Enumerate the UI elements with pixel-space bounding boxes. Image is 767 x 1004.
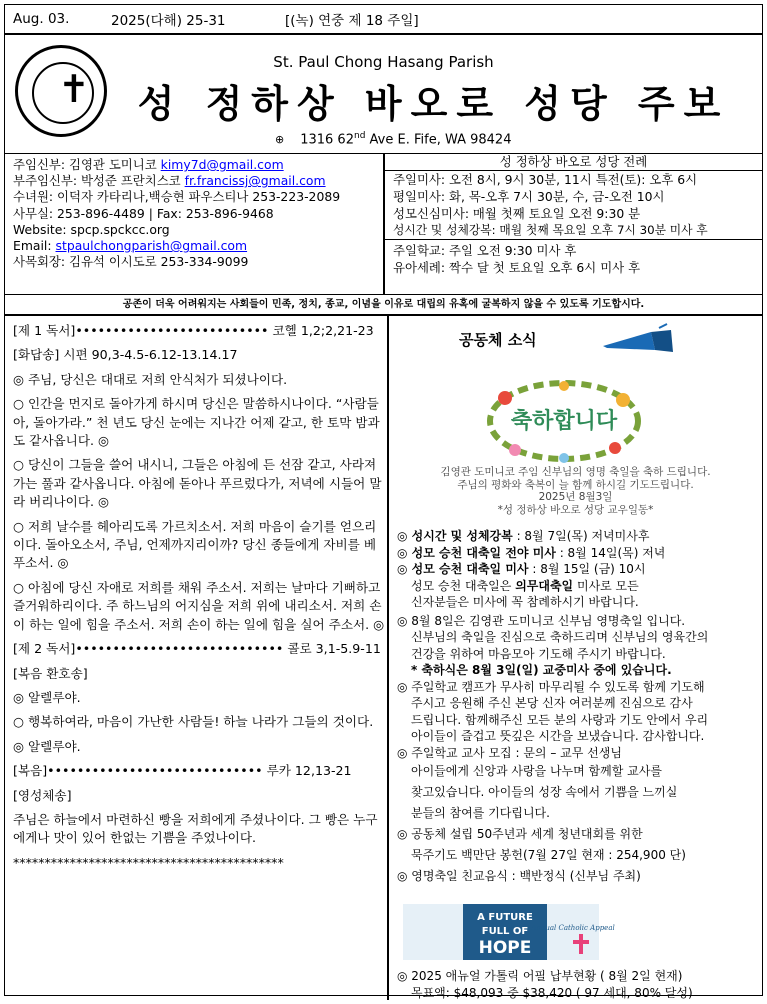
parish-address: ⊕ 1316 62nd Ave E. Fife, WA 98424	[275, 131, 512, 148]
psalm-verse: ○ 인간을 먼지로 돌아가게 하시며 당신은 말씀하시나이다. “사람들아, 돌아가라.” 천 년도 당신 눈에는 지나간 어제 같고, 한 토막 밤과도 같사옵니다. ◎	[13, 396, 380, 449]
news-item-meal: ◎ 영명축일 친교음식 : 백반정식 (신부님 주최)	[397, 869, 641, 883]
parish-seal-icon: ✝	[15, 45, 107, 137]
marian-mass: 성모신심미사: 매월 첫째 토요일 오전 9:30 분	[393, 206, 641, 221]
liturgical-year: 2025(다해) 25-31	[111, 13, 226, 29]
svg-text:축하합니다: 축하합니다	[510, 409, 618, 434]
psalm: [화답송] 시편 90,3-4.5-6.12-13.14.17	[13, 347, 238, 363]
svg-text:HOPE: HOPE	[478, 938, 532, 958]
weekday-mass: 평일미사: 화, 목-오후 7시 30분, 수, 금-오전 10시	[393, 189, 665, 204]
congratulations-wreath-image	[485, 378, 643, 464]
news-item-feast: ◎ 8월 8일은 김영관 도미니코 신부님 영명축일 입니다.	[397, 613, 686, 628]
issue-date: Aug. 03.	[13, 11, 70, 27]
svg-text:Annual Catholic Appeal: Annual Catholic Appeal	[531, 924, 615, 932]
seal-mark-icon: ⊕	[275, 133, 285, 147]
alleluia: ◎ 알렐루야.	[13, 738, 81, 754]
svg-text:FULL OF: FULL OF	[481, 926, 529, 937]
megaphone-icon	[597, 328, 677, 354]
news-item-adoration: ◎ 성시간 및 성체강복 : 8월 7일(목) 저녁미사후	[397, 529, 650, 543]
mass-readings	[5, 316, 389, 1000]
acclamation-verse: ○ 행복하여라, 마음이 가난한 사람들! 하늘 나라가 그들의 것이다.	[13, 714, 374, 730]
communion-antiphon: 주님은 하늘에서 마련하신 빵을 저희에게 주셨나이다. 그 빵은 누구에게나 맛이 있어 한없는 기쁨을 주었나이다.	[13, 811, 378, 846]
psalm-response: ◎ 주님, 당신은 대대로 저희 안식처가 되셨나이다.	[13, 371, 288, 387]
appeal-status: ◎ 2025 애뉴얼 가톨릭 어필 납부현황 ( 8월 2일 현재) 목표액: $48,093 중 $38,420 ( 97 세대, 80% 달성)	[397, 969, 693, 1000]
sunday-mass: 주일미사: 오전 8시, 9시 30분, 11시 특전(토): 오후 6시	[393, 172, 698, 187]
assoc-pastor-label: 부주임신부: 박성준 프란치스코	[13, 173, 181, 189]
staff-contacts	[5, 154, 385, 294]
parish-email-link[interactable]: stpaulchongparish@gmail.com	[55, 238, 248, 254]
assoc-email-link[interactable]: fr.francissj@gmail.com	[184, 173, 326, 189]
psalm-verse: ○ 아침에 당신 자애로 저희를 채워 주소서. 저희는 날마다 기뻐하고 즐거워하리이다. 주 하느님의 어지심을 저희 위에 내리소서. 저희 손이 하는 일에 힘을 주소서. 저희 손이 하는 일에 힘을 실어 주소서. ◎	[13, 579, 385, 632]
first-reading: [제 1 독서]•••••••••••••••••••••••••• 코헬 1,2;2,21-23	[13, 323, 374, 338]
office-contact: 사무실: 253-896-4489 | Fax: 253-896-9468	[13, 205, 274, 221]
liturgy-title: 성 정하상 바오로 성당 전례	[385, 154, 762, 171]
news-title: 공동체 소식	[459, 331, 537, 349]
contact-info	[5, 154, 762, 295]
gospel-reading: [복음]••••••••••••••••••••••••••••• 루카 12,13-21	[13, 763, 352, 779]
news-item-camp: ◎ 주일학교 캠프가 무사히 마무리될 수 있도록 함께 기도해	[397, 679, 705, 694]
catholic-appeal-banner	[403, 904, 615, 960]
adoration-schedule: 성시간 및 성체강복: 매월 첫째 목요일 오후 7시 30분 미사 후	[393, 223, 708, 237]
news-item-vigil: ◎ 성모 승천 대축일 전야 미사 : 8월 14일(목) 저녁	[397, 545, 666, 560]
alleluia: ◎ 알렐루야.	[13, 689, 81, 705]
pastor-email-link[interactable]: kimy7d@gmail.com	[160, 157, 284, 172]
website-link[interactable]: Website: spcp.spckcc.org	[13, 221, 170, 237]
communion-antiphon-label: [영성체송]	[13, 787, 72, 803]
council-contact: 사목회장: 김유석 이시도로 253-334-9099	[13, 254, 249, 270]
parish-name-kr: 성 정하상 바오로 성당 주보	[137, 82, 730, 126]
prayer-intention: 공존이 더욱 어려워지는 사회들이 민족, 정치, 종교, 이념을 이유로 대립의 유혹에 굴복하지 않을 수 있도록 기도합시다.	[5, 295, 762, 316]
community-news	[389, 316, 762, 1000]
news-item-rosary: ◎ 공동체 설립 50주년과 세계 청년대회를 위한	[397, 827, 643, 841]
parish-name-en: St. Paul Chong Hasang Parish	[273, 53, 494, 71]
congratulations-message: 김영관 도미니코 주임 신부님의 영명 축일을 축하 드립니다. 주님의 평화와 축복이 늘 함께 하시길 기도드립니다. 2025년 8월3일 *성 정하상 바오로 성당 교우일동*	[440, 466, 711, 516]
pastor-label: 주임신부: 김영관 도미니코	[13, 157, 157, 172]
psalm-verse: ○ 저희 날수를 헤아리도록 가르치소서. 저희 마음이 슬기를 얻으리이다. 돌아오소서, 주님, 언제까지리이까? 당신 종들에게 자비를 베푸소서. ◎	[13, 518, 377, 571]
news-item-assumption: ◎ 성모 승천 대축일 미사 : 8월 15일 (금) 10시	[397, 562, 646, 576]
infant-baptism: 유아세례: 짝수 달 첫 토요일 오후 6시 미사 후	[393, 260, 641, 275]
svg-text:A FUTURE: A FUTURE	[477, 912, 533, 923]
issue-bar	[5, 5, 762, 35]
masthead	[5, 35, 762, 154]
sunday-school: 주일학교: 주일 오전 9:30 미사 후	[393, 243, 577, 258]
divider-stars: *******************************************	[13, 854, 284, 870]
bulletin-page	[4, 4, 763, 1000]
gospel-acclamation: [복음 환호송]	[13, 665, 88, 681]
email-label: Email:	[13, 238, 52, 254]
liturgical-season: [(녹) 연중 제 18 주일]	[285, 13, 419, 29]
sisters-contact: 수녀원: 이덕자 카타리나,백승현 파우스티나 253-223-2089	[13, 189, 341, 205]
psalm-verse: ○ 당신이 그들을 쓸어 내시니, 그들은 아침에 든 선잠 같고, 사라져 가는 풀과 같사옵니다. 아침에 돋아나 푸르렀다가, 저녁에 시들어 말라 버리나이다. ◎	[13, 457, 382, 510]
news-list: ◎ 성시간 및 성체강복 : 8월 7일(목) 저녁미사후 ◎ 성모 승천 대축일 전야 미사 : 8월 14일(목) 저녁 ◎ 성모 승천 대축일 미사 : 8월 15일 (금) 10시 성모 승천 대축일은 의무대축일 미사로 모든 신자분들은 미사에 꼭 참례하시기 바랍니다. ◎ 8월 8일은 김영관 도미니코 신부님 영명축일 입니다. 신부님의 축일을 진심으로 축하드리며 신부님의 영육간의 건강을 위하여 마음모아 기도해 주시기 바랍니다. * 축하식은 8월 3일(일) 교중미사 중에 있습니다. ◎ 주일학교 캠프가 무사히 마무리될 수 있도록 함께 기도해 주시고 응원해 주신 본당 신자 여러분께 진심으로 감사 드립니다. 함께해주신 모든 분의 사랑과 기도 안에서 우리 아이들이 즐겁고 뜻깊은 시간을 보냈습니다. 감사합니다. ◎ 주일학교 교사 모집 : 문의 – 교무 선생님 아이들에게 신앙과 사랑을 나누며 함께할 교사를 찾고있습니다. 아이들의 성장 속에서 기쁨을 느끼실 분들의 참여를 기다립니다. ◎ 공동체 설립 50주년과 세계 청년대회를 위한 묵주기도 백만단 봉헌(7월 27일 현재 : 254,900 단) ◎ 영명축일 친교음식 : 백반정식 (신부님 주최)	[397, 528, 755, 887]
liturgy-schedule	[385, 154, 762, 294]
news-item-teachers: ◎ 주일학교 교사 모집 : 문의 – 교무 선생님	[397, 745, 622, 760]
second-reading: [제 2 독서]•••••••••••••••••••••••••••• 콜로 3,1-5.9-11	[13, 641, 381, 657]
